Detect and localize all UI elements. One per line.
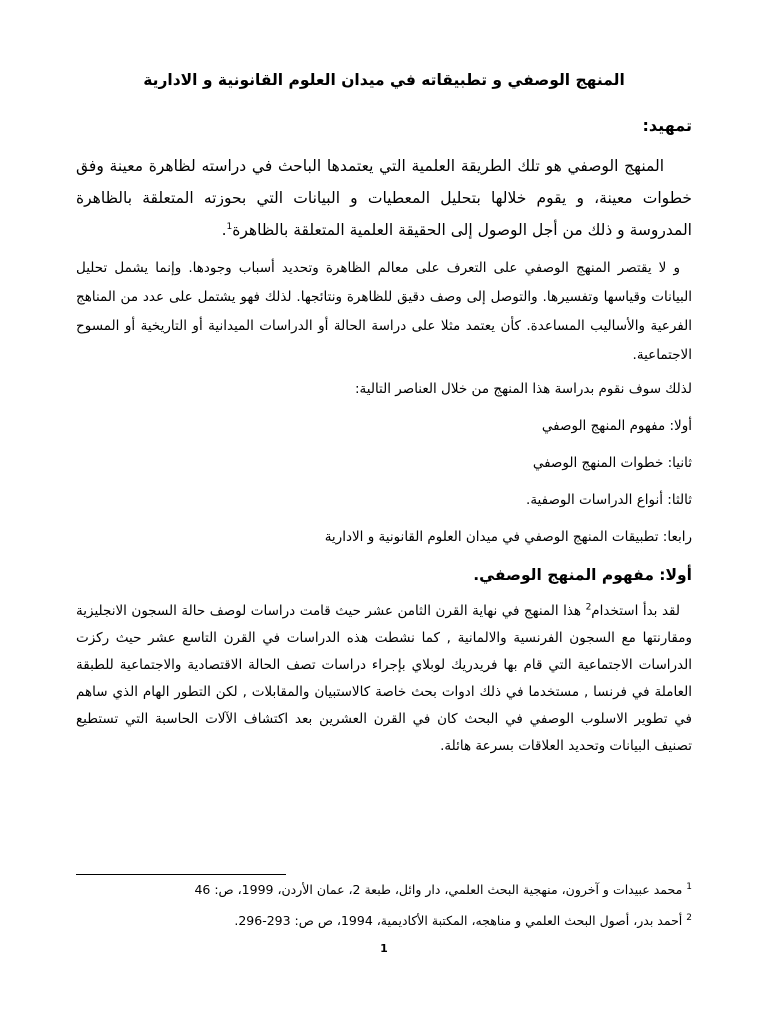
intro-text: المنهج الوصفي هو تلك الطريقة العلمية التي يعتمدها الباحث في دراسته لظاهرة معينة وفق خطوات معينة، و يقوم خلالها بتحليل المعطيات و البيانات التي بحوزته المتعلقة بالظاهرة المدروسة و ذلك من أجل الوصول إلى الحقيقة العلمية المتعلقة بالظاهرة	[76, 157, 692, 240]
footnote-2-text: أحمد بدر، أصول البحث العلمي و مناهجه، المكتبة الأكاديمية، 1994، ص ص: 293-296.	[234, 913, 683, 928]
footnote-1	[76, 880, 692, 900]
section-1-text-rest: هذا المنهج في نهاية القرن الثامن عشر حيث قامت دراسات لوصف حالة السجون الانجليزية ومقارنتها مع السجون الفرنسية والالمانية , كما نشطت هذه الدراسات في القرن التاسع عشر حيث ركزت الدراسات الاجتماعية التي قام بها فريدريك لوبلاي بإجراء دراسات تصف الحالة الاقتصادية والاجتماعية للطبقة العاملة في فرنسا , مستخدما في ذلك ادوات بحث خاصة كالاستبيان والمقابلات , لكن التطور الهام الذي ساهم في تطوير الاسلوب الوصفي في البحث كان في القرن العشرين بعد اكتشاف الآلات الحاسبة التي تستطيع تصنيف البيانات وتحديد العلاقات بسرعة هائلة.	[76, 603, 692, 755]
footnote-2	[76, 911, 692, 931]
plan-item-2: ثانيا: خطوات المنهج الوصفي	[532, 455, 692, 472]
plan-intro: لذلك سوف نقوم بدراسة هذا المنهج من خلال العناصر التالية:	[354, 381, 692, 398]
section-1-text-start: لقد بدأ استخدام	[591, 603, 680, 620]
page-title: المنهج الوصفي و تطبيقاته في ميدان العلوم القانونية و الادارية	[143, 71, 625, 89]
section-1-heading: أولا: مفهوم المنهج الوصفي.	[473, 566, 692, 585]
plan-item-4: رابعا: تطبيقات المنهج الوصفي في ميدان العلوم القانونية و الادارية	[324, 529, 692, 546]
body-paragraph-2: و لا يقتصر المنهج الوصفي على التعرف على معالم الظاهرة وتحديد أسباب وجودها. وإنما يشمل تحليل البيانات وقياسها وتفسيرها. والتوصل إلى وصف دقيق للظاهرة ونتائجها. لذلك فهو يشتمل على عدد من المناهج الفرعية والأساليب المساعدة. كأن يعتمد مثلا على دراسة الحالة أو الدراسات الميدانية أو التاريخية أو المسوح الاجتماعية.	[76, 260, 692, 364]
page-number: 1	[380, 942, 388, 955]
footnote-1-text: محمد عبيدات و آخرون، منهجية البحث العلمي، دار وائل، طبعة 2، عمان الأردن، 1999، ص: 46	[194, 882, 683, 897]
footnote-separator	[76, 874, 286, 875]
footnote-ref-2[interactable]: 2	[585, 602, 592, 613]
plan-item-3: ثالثا: أنواع الدراسات الوصفية.	[526, 492, 692, 509]
intro-end: .	[221, 221, 227, 240]
intro-paragraph	[76, 150, 692, 246]
footnotes	[76, 880, 692, 942]
footnote-1-number: 1	[686, 881, 692, 892]
footnote-2-number: 2	[686, 912, 692, 923]
footnote-ref-1[interactable]: 1	[226, 222, 233, 233]
plan-item-1: أولا: مفهوم المنهج الوصفي	[541, 418, 692, 435]
intro-heading: تمهيد:	[642, 115, 692, 135]
section-1-paragraph	[76, 598, 692, 760]
